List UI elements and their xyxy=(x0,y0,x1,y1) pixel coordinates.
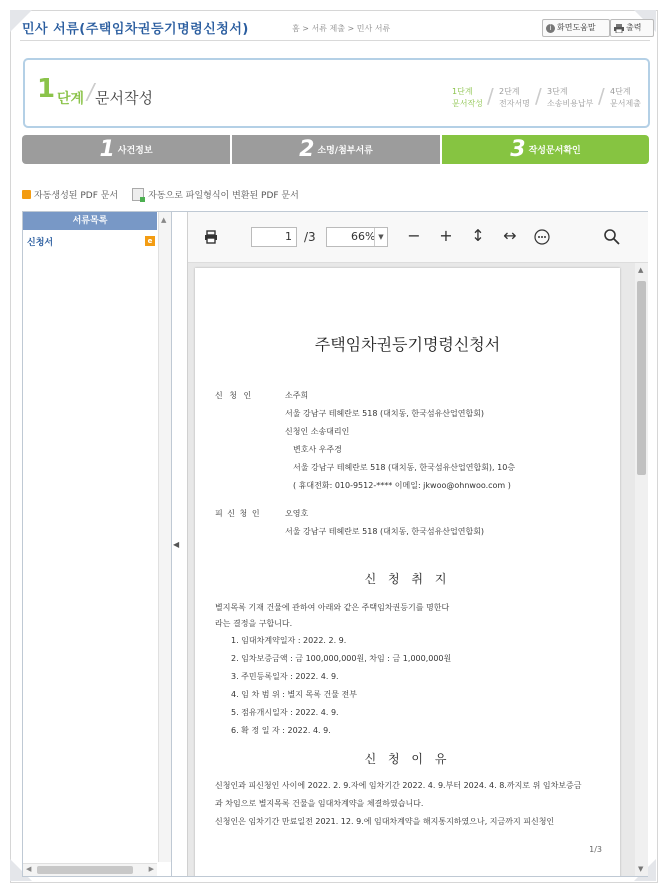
pdf-viewer xyxy=(187,212,648,876)
applicant-line: 소주희 xyxy=(285,391,309,400)
mini-step-separator: / xyxy=(535,84,542,108)
page-header xyxy=(20,16,650,38)
sidebar-vertical-scrollbar[interactable] xyxy=(158,212,171,862)
scroll-left-icon: ◀ xyxy=(26,865,32,873)
reason-line: 신청인은 임차기간 만료일전 2021. 12. 9.에 임대차계약을 해지통지하였으나, 지금까지 피신청인 xyxy=(215,817,555,826)
process-tabs xyxy=(22,135,649,164)
applicant-line: 서울 강남구 테헤란로 518 (대치동, 한국섬유산업연합회), 10층 xyxy=(293,463,516,472)
purpose-intro: 라는 결정을 구합니다. xyxy=(215,619,293,628)
reason-line: 신청인과 피신청인 사이에 2022. 2. 9.자에 임차기간 2022. 4. 9.부터 2024. 4. 8.까지로 위 임차보증금 xyxy=(215,781,582,790)
legend-converted-pdf: 자동으로 파일형식이 변환된 PDF 문서 xyxy=(148,191,299,201)
pdf-page xyxy=(195,268,620,876)
applicant-label: 신 청 인 xyxy=(215,391,254,400)
auto-pdf-icon xyxy=(22,190,31,199)
tab-case-info[interactable]: 1 사건정보 xyxy=(22,135,230,164)
mini-step-4: 4단계 문서제출 xyxy=(610,87,641,108)
list-item[interactable]: 신청서 e xyxy=(27,235,155,249)
purpose-item: 5. 점유개시일자 : 2022. 4. 9. xyxy=(231,708,339,717)
zoom-out-icon[interactable]: − xyxy=(407,226,421,245)
purpose-item: 3. 주민등록일자 : 2022. 4. 9. xyxy=(231,672,339,681)
printer-icon xyxy=(614,24,624,33)
fit-width-icon[interactable]: ↔ xyxy=(503,226,517,245)
mini-step-3: 3단계 소송비용납부 xyxy=(547,87,594,108)
page-scroll-area[interactable] xyxy=(188,263,635,876)
applicant-line: ( 휴대전화: 010-9512-**** 이메일: jkwoo@ohnwoo.com ) xyxy=(293,481,511,490)
purpose-item: 1. 임대차계약일자 : 2022. 2. 9. xyxy=(231,636,347,645)
mini-step-separator: / xyxy=(598,84,605,108)
page-number-footer: 1/3 xyxy=(589,845,602,854)
applicant-line: 신청인 소송대리인 xyxy=(285,427,350,436)
viewer-toolbar xyxy=(188,212,648,263)
applicant-line: 서울 강남구 테헤란로 518 (대치동, 한국섬유산업연합회) xyxy=(285,409,485,418)
info-icon: i xyxy=(546,24,555,33)
scroll-down-icon: ▼ xyxy=(638,865,644,873)
mini-step-1: 1단계 문서작성 xyxy=(452,87,483,108)
search-icon[interactable] xyxy=(603,228,621,246)
respondent-line: 오영호 xyxy=(285,509,309,518)
fit-height-icon[interactable]: ↕ xyxy=(471,226,485,245)
page-title: 민사 서류(주택임차권등기명령신청서) xyxy=(22,22,249,37)
zoom-in-icon[interactable]: + xyxy=(439,226,453,245)
panel-splitter[interactable] xyxy=(172,212,186,876)
print-button-label: 출력 xyxy=(626,23,642,32)
legend-auto-pdf: 자동생성된 PDF 문서 xyxy=(34,191,119,201)
more-options-icon[interactable] xyxy=(533,229,551,245)
purpose-title: 신 청 취 지 xyxy=(364,572,451,586)
page-total: /3 xyxy=(304,230,316,244)
tab-attachments[interactable]: 2 소명/첨부서류 xyxy=(232,135,440,164)
document-title: 주택임차권등기명령신청서 xyxy=(314,335,501,354)
applicant-line: 변호사 우주경 xyxy=(293,445,342,454)
document-list-header: 서류목록 xyxy=(23,212,157,230)
help-button[interactable] xyxy=(542,19,610,37)
scroll-right-icon: ▶ xyxy=(148,865,154,873)
chevron-down-icon: ▼ xyxy=(374,228,387,246)
purpose-intro: 별지목록 기재 건물에 관하여 아래와 같은 주택임차권등기를 명한다 xyxy=(215,603,450,612)
respondent-label: 피 신 청 인 xyxy=(215,509,261,518)
sidebar-horizontal-scrollbar[interactable] xyxy=(23,863,157,876)
collapse-left-icon: ◀ xyxy=(173,540,180,549)
pdf-icon: e xyxy=(145,236,155,246)
mini-step-separator: / xyxy=(487,84,494,108)
step-number: 1 xyxy=(37,74,56,104)
print-button[interactable] xyxy=(610,19,654,37)
scrollbar-thumb xyxy=(637,281,646,475)
print-icon[interactable] xyxy=(204,230,218,244)
legend xyxy=(22,188,299,201)
tab-document-review[interactable]: 3 작성문서확인 xyxy=(442,135,649,164)
zoom-select[interactable]: 66% ▼ xyxy=(326,227,388,247)
purpose-item: 4. 임 차 범 위 : 별지 목록 건물 전부 xyxy=(231,690,357,699)
step-title: 문서작성 xyxy=(95,89,153,107)
mini-step-2: 2단계 전자서명 xyxy=(499,87,530,108)
header-divider xyxy=(20,40,650,41)
scroll-up-icon: ▲ xyxy=(161,216,167,224)
converted-pdf-icon xyxy=(132,188,144,201)
slash-divider: / xyxy=(84,80,97,105)
breadcrumb: 홈 > 서류 제출 > 민사 서류 xyxy=(292,24,391,33)
document-list-sidebar xyxy=(23,212,172,876)
step-number-label: 단계 xyxy=(57,91,85,107)
reason-line: 과 차임으로 별지목록 건물을 임대차계약을 체결하였습니다. xyxy=(215,799,424,808)
document-area xyxy=(22,211,648,877)
purpose-item: 6. 확 정 일 자 : 2022. 4. 9. xyxy=(231,726,331,735)
page-number-input[interactable]: 1 xyxy=(251,227,297,247)
purpose-item: 2. 임차보증금액 : 금 100,000,000원, 차임 : 금 1,000,000원 xyxy=(231,654,452,663)
reason-title: 신 청 이 유 xyxy=(364,752,451,766)
viewer-vertical-scrollbar[interactable] xyxy=(635,263,648,876)
step-indicator xyxy=(23,58,650,128)
help-button-label: 화면도움말 xyxy=(557,23,596,32)
scroll-up-icon: ▲ xyxy=(638,266,644,274)
scrollbar-thumb xyxy=(37,866,133,874)
respondent-line: 서울 강남구 테헤란로 518 (대치동, 한국섬유산업연합회) xyxy=(285,527,485,536)
